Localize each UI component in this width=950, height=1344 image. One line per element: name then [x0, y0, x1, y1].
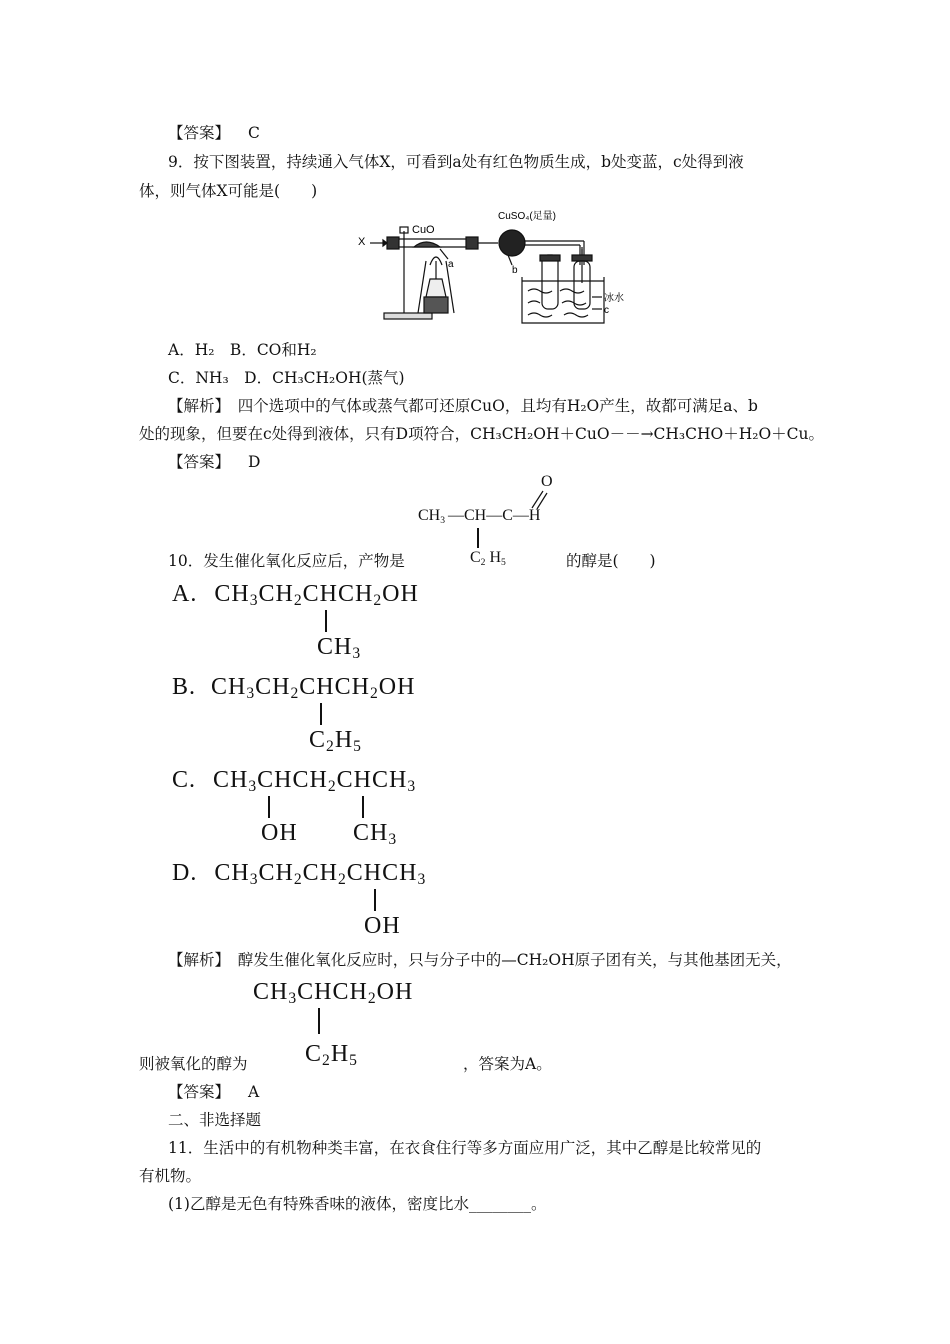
- q10-explanation-line1: 【解析】 醇发生催化氧化反应时，只与分子中的—CH₂OH原子团有关，与其他基团无关，: [168, 951, 792, 969]
- q10-stem-a: 10．发生催化氧化反应后，产物是: [168, 552, 405, 570]
- product-oxygen: O: [541, 473, 553, 490]
- option-c-label: C.: [172, 767, 197, 793]
- answer-tag: 【答案】: [168, 453, 231, 471]
- product-branch: $C_2$ $H_5$: [470, 549, 506, 568]
- answer-tag: 【答案】: [168, 1083, 231, 1101]
- option-d-branch: OH: [364, 913, 401, 939]
- option-b-branch: C2H5: [309, 727, 362, 755]
- option-a-label: A.: [172, 581, 198, 607]
- explanation-tag: 【解析】: [168, 951, 223, 969]
- q10-explanation-line2b: ，答案为A。: [463, 1055, 552, 1073]
- q9-answer-line: [168, 452, 260, 472]
- option-a-branch: CH3: [317, 634, 362, 662]
- answer-value: A: [248, 1083, 260, 1101]
- explanation-tag: 【解析】: [168, 397, 223, 415]
- q11-sub1: (1)乙醇是无色有特殊香味的液体，密度比水________。: [168, 1195, 547, 1213]
- q9-explanation-line1: 【解析】 四个选项中的气体或蒸气都可还原CuO，且均有H₂O产生，故都可满足a、b: [168, 397, 758, 415]
- option-a-bond: [325, 610, 327, 632]
- answer-line: [168, 123, 260, 143]
- option-d-label: D.: [172, 860, 198, 886]
- option-d: D. CH3CH2CH2CHCH3: [172, 860, 427, 888]
- option-c: C. CH3CHCH2CHCH3: [172, 767, 417, 795]
- q11-line1: 11．生活中的有机物种类丰富，在衣食住行等多方面应用广泛，其中乙醇是比较常见的: [168, 1139, 762, 1157]
- fig-label-x: X: [358, 236, 366, 248]
- q9-line2: 体，则气体X可能是( ): [139, 182, 318, 200]
- fig-label-a: a: [448, 259, 454, 270]
- answer-value: D: [248, 453, 261, 471]
- option-d-bond: [374, 889, 376, 911]
- q10-explanation-line2a: 则被氧化的醇为: [139, 1055, 248, 1073]
- q9-explanation-line2: 处的现象，但要在c处得到液体，只有D项符合，CH₃CH₂OH＋CuO－－→CH₃CHO＋H₂O＋Cu。: [139, 425, 825, 443]
- option-a: A. CH3CH2CHCH2OH: [172, 581, 419, 609]
- apparatus-figure: [356, 205, 626, 330]
- option-c-bond2: [362, 796, 364, 818]
- explanation-formula-bond: [318, 1008, 320, 1034]
- q10-answer-line: [168, 1082, 259, 1102]
- fig-label-ice: 冰水: [604, 293, 624, 304]
- q9-options-ab: A．H₂ B．CO和H₂: [168, 341, 317, 359]
- option-b: B. CH3CH2CHCH2OH: [172, 674, 416, 702]
- q9-line1: 9．按下图装置，持续通入气体X，可看到a处有红色物质生成，b处变蓝，c处得到液: [168, 153, 744, 171]
- product-ch3: $CH_3$: [418, 507, 446, 526]
- explanation-formula-branch: C2H5: [305, 1041, 358, 1069]
- fig-label-c: c: [604, 305, 609, 316]
- fig-label-cuo: CuO: [412, 224, 435, 236]
- option-b-label: B.: [172, 674, 197, 700]
- section-heading: 二、非选择题: [168, 1111, 262, 1129]
- q9-options-cd: C．NH₃ D．CH₃CH₂OH(蒸气): [168, 369, 405, 387]
- option-c-bond1: [268, 796, 270, 818]
- option-c-branch1: OH: [261, 820, 298, 846]
- fig-label-cuso4: CuSO₄(足量): [498, 211, 556, 222]
- option-c-branch2: CH3: [353, 820, 398, 848]
- fig-label-b: b: [512, 265, 518, 276]
- q11-line2: 有机物。: [139, 1167, 202, 1185]
- answer-tag: 【答案】: [168, 124, 231, 142]
- option-b-bond: [320, 703, 322, 725]
- q10-stem-b: 的醇是( ): [566, 552, 656, 570]
- product-branch-bond: [477, 528, 479, 548]
- answer-value: C: [248, 124, 260, 142]
- explanation-formula: CH3CHCH2OH: [253, 979, 414, 1007]
- product-chain: —CH—C—H: [448, 507, 541, 524]
